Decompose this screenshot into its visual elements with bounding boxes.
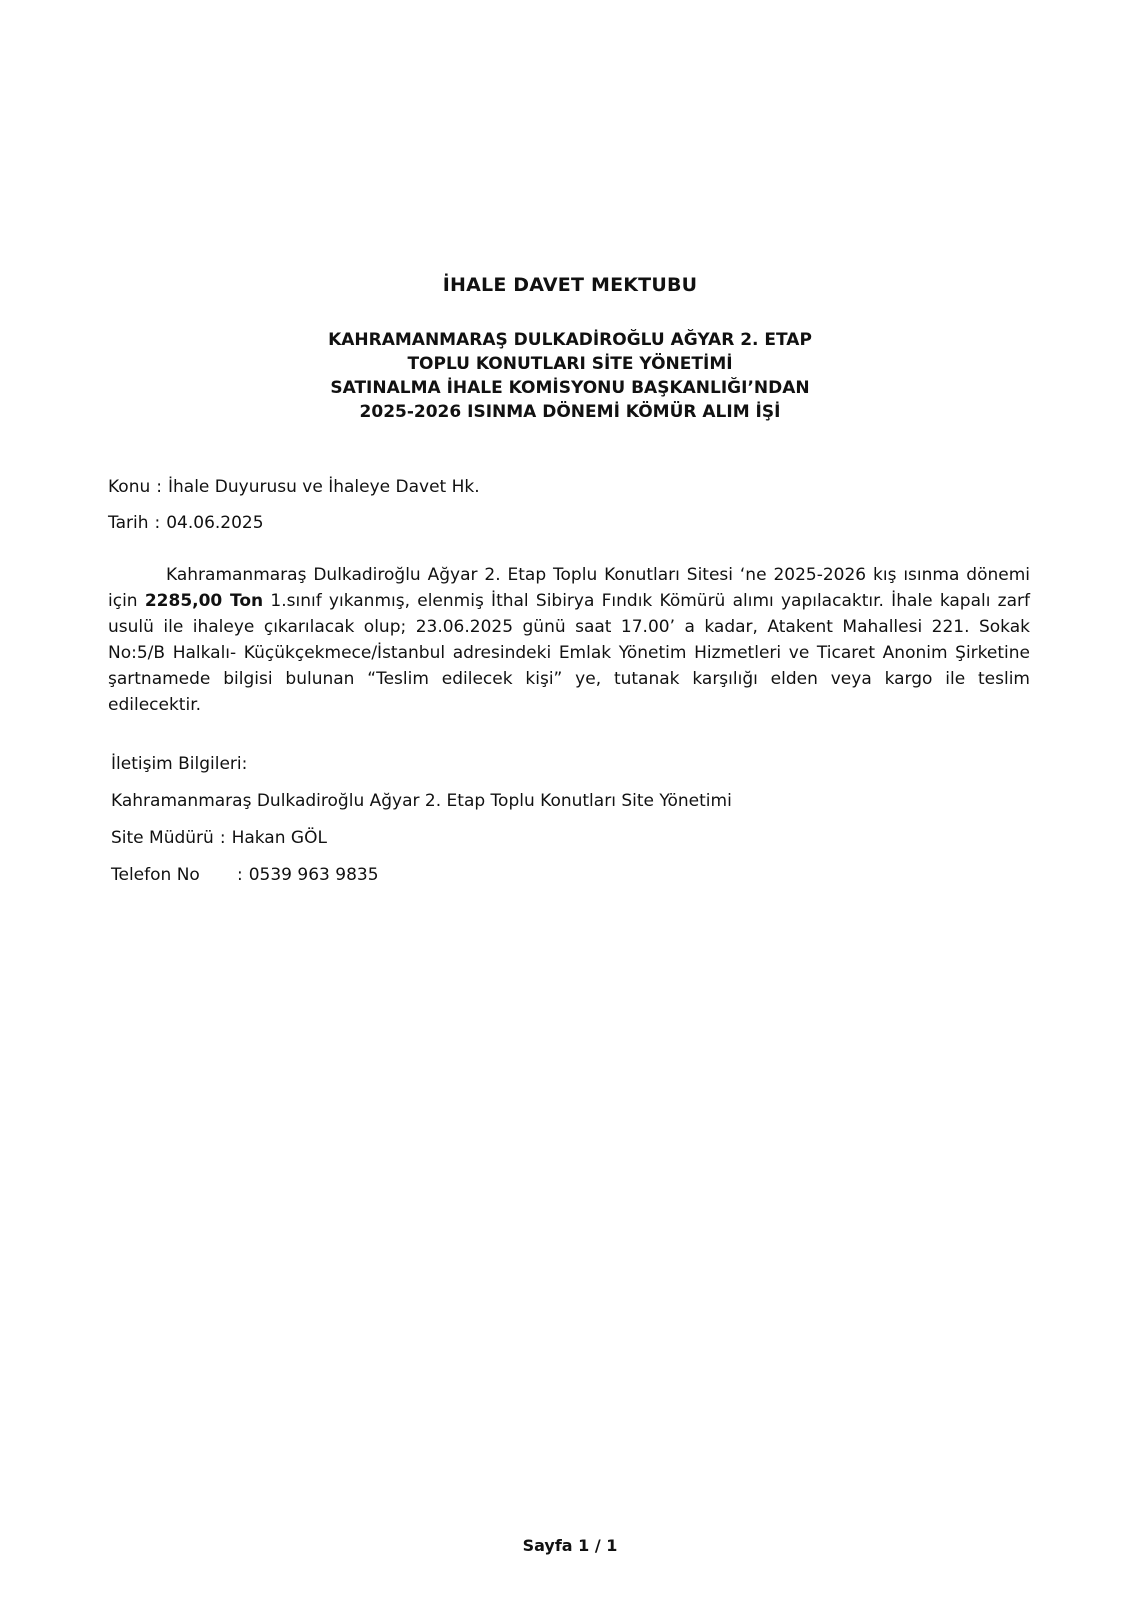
phone-value: 0539 963 9835: [248, 865, 379, 885]
contact-heading: İletişim Bilgileri:: [111, 754, 248, 774]
phone-separator: :: [237, 865, 243, 885]
document-heading: [0, 328, 1140, 424]
subject-label: Konu: [108, 477, 151, 497]
manager-separator: :: [219, 828, 226, 848]
subject-separator: :: [156, 477, 162, 497]
manager-value: Hakan GÖL: [231, 828, 327, 848]
body-amount: 2285,00 Ton: [144, 591, 264, 611]
body-text-before-amount: Kahramanmaraş Dulkadiroğlu Ağyar 2. Etap Toplu Konutları Sitesi ‘ne 2025-2026 kış ısınma dönemi için: [108, 565, 1030, 611]
subject-row: [108, 475, 480, 499]
manager-row: [111, 826, 327, 850]
heading-line: 2025-2026 ISINMA DÖNEMİ KÖMÜR ALIM İŞİ: [359, 402, 781, 422]
phone-label: Telefon No: [111, 865, 200, 885]
date-value: 04.06.2025: [166, 513, 264, 533]
contact-organization: Kahramanmaraş Dulkadiroğlu Ağyar 2. Etap Toplu Konutları Site Yönetimi: [111, 791, 732, 811]
date-separator: :: [154, 513, 161, 533]
heading-line: KAHRAMANMARAŞ DULKADİROĞLU AĞYAR 2. ETAP: [328, 330, 812, 350]
page-footer: Sayfa 1 / 1: [522, 1536, 618, 1555]
heading-line: SATINALMA İHALE KOMİSYONU BAŞKANLIĞI’NDAN: [330, 378, 810, 398]
date-row: [108, 511, 264, 535]
body-text-after-amount: 1.sınıf yıkanmış, elenmiş İthal Sibirya Fındık Kömürü alımı yapılacaktır. İhale kapalı zarf usulü ile ihaleye çıkarılacak olup; 23.06.2025 günü saat 17.00’ a kadar, Atakent Mahallesi 221. Sokak No:5/B Halkalı- Küçükçekmece/İstanbul adresindeki Emlak Yönetim Hizmetleri ve Ticaret Anonim Şirketine şartnamede bilgisi bulunan “Teslim edilecek kişi” ye, tutanak karşılığı elden veya kargo ile teslim edilecektir.: [108, 591, 1031, 715]
date-label: Tarih: [108, 513, 149, 533]
subject-value: İhale Duyurusu ve İhaleye Davet Hk.: [168, 477, 480, 497]
body-paragraph: [108, 562, 1030, 718]
heading-line: TOPLU KONUTLARI SİTE YÖNETİMİ: [407, 354, 733, 374]
phone-row: [111, 863, 379, 887]
manager-label: Site Müdürü: [111, 828, 214, 848]
document-title: İHALE DAVET MEKTUBU: [442, 274, 698, 296]
